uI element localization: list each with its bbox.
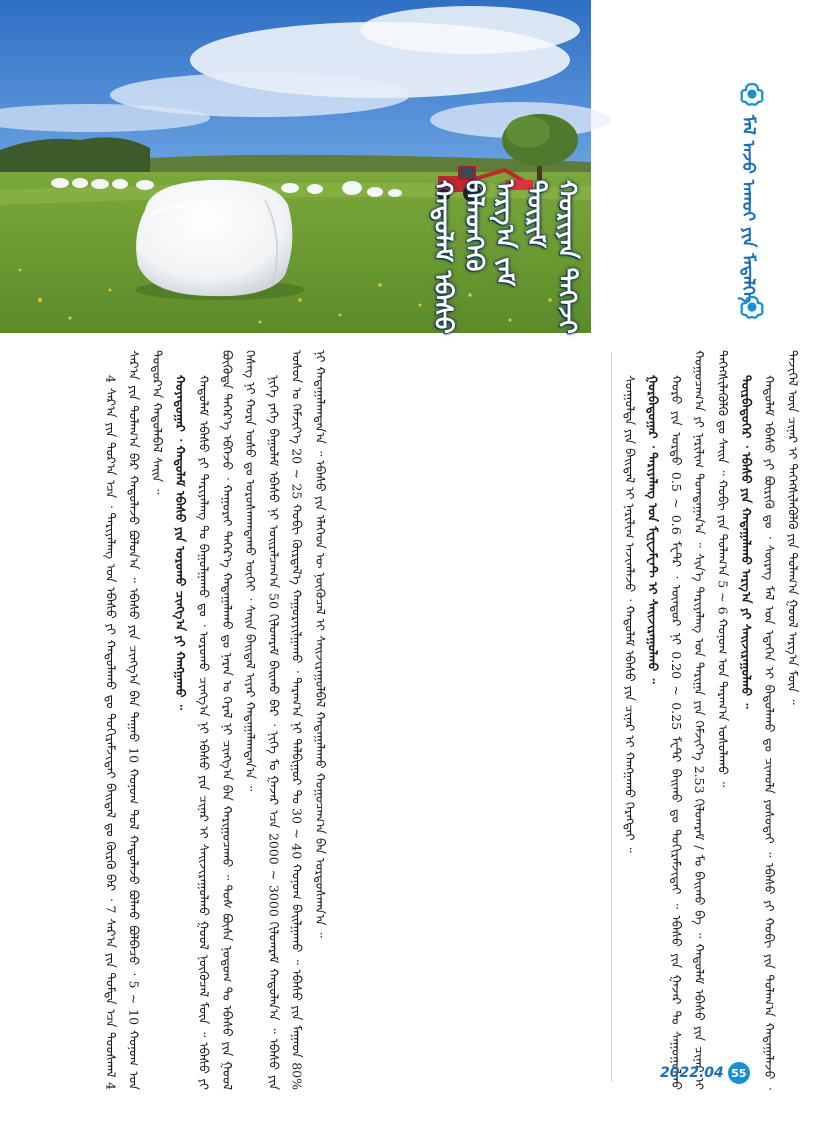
section-title: ᠮᠠᠯ ᠠᠵᠤ ᠠᠬᠤᠢ ᠶᠢᠨ ᠮᠡᠳᠡᠯᠭᠡ bbox=[738, 115, 758, 304]
article-headline bbox=[428, 180, 582, 334]
body-paragraph: ᠬᠠᠳᠤᠯᠠᠮ ᠡᠪᠡᠰᠦ ᠶᠢ ᠪᠦᠷᠢᠬᠦ ᠳᠤ ᠂ ᠰᠦᠷᠡᠭ ᠮᠠᠯ ᠤᠨ ᠡᠳᠡᠭᠡᠨ ᠢ ᠪᠠᠲᠤᠯᠠᠬᠤ ᠳᠤ ᠴᠢᠬᠤᠯᠠ ᠶᠤᠰᠤᠲᠠᠢ ᠃ ᠡᠪᠡᠰᠦ ᠶᠢ ᠬᠤᠪᠢ ᠶᠢᠨ ᠲᠤᠯᠠᠭ᠎ᠠ ᠬᠠᠳᠠᠭᠠᠯᠠᠵᠤ ᠂ ᠲᠡᠵᠢᠭᠡᠯ ᠦᠨ ᠴᠢᠨᠠᠷ ᠢ ᠳᠡᠭᠡᠭᠰᠢᠯᠡᠭᠦᠯᠬᠦ ᠶᠢᠨ ᠲᠤᠯᠠᠭ᠎ᠠ ᠭᠣᠣᠯ ᠠᠷᠭ᠎ᠠ ᠮᠥᠨ ᠃ bbox=[762, 350, 801, 1090]
page-footer bbox=[660, 1062, 750, 1084]
body-paragraph: 4 ᠰᠠᠷ᠎ᠠ ᠶᠢᠨ ᠳᠤᠷ᠎ᠠ ᠡᠴᠡ ᠂ ᠲᠠᠷᠢᠶᠠᠯᠠᠩ ᠤᠨ ᠡᠪᠡᠰᠦ ᠶᠢ ᠬᠠᠳᠤᠯᠠᠬᠤ ᠳᠤ ᠲᠤᠬᠢᠷᠠᠮᠵᠢᠲᠠᠢ ᠪᠠᠢᠳᠠᠯ ᠳᠤ ᠬᠦᠷᠬᠦ ᠪᠠᠷ ᠂ 7 ᠰᠠᠷ᠎ᠠ ᠶᠢᠨ ᠳᠤᠮᠳᠠ ᠡᠴᠡ ᠳᠤᠤᠰᠬᠠᠯ 4 ᠰᠠᠷ᠎ᠠ ᠶᠢᠨ ᠲᠤᠯᠠᠭ᠎ᠠ ᠪᠡᠷ ᠬᠠᠳᠤᠯᠠᠵᠤ ᠪᠤᠯᠤᠨ᠎ᠠ ᠃ ᠡᠪᠡᠰᠦ ᠶᠢᠨ ᠴᠢᠩᠭ᠎ᠠ ᠪᠠᠨ ᠳᠠᠭᠠᠤ 10 ᠬᠤᠨᠤᠭ ᠲᠤᠯ ᠬᠠᠳᠤᠯᠠᠵᠤ ᠪᠤᠯᠬᠤ ᠪᠤᠯᠪᠠᠴᠤ ᠂ 5 ~ 10 ᠬᠤᠨᠤᠭ ᠤᠨ ᠳᠤᠳᠤᠷ᠎ᠠ ᠬᠠᠳᠤᠯᠠᠪᠠᠯ ᠰᠠᠢᠨ ᠃ bbox=[103, 350, 165, 1090]
issue-date: 2022.04 bbox=[660, 1065, 724, 1081]
body-paragraph: ᠰᠤᠨᠭᠤᠯᠲᠠ ᠶᠢᠨ ᠪᠠᠢᠳᠠᠯ ᠢ ᠨᠠᠷᠢᠯᠢᠭ ᠠᠵᠢᠭᠯᠠᠵᠤ ᠂ ᠬᠠᠳᠤᠯᠠᠮ ᠡᠪᠡᠰᠦ ᠶᠢᠨ ᠴᠢᠨᠠᠷ ᠢ ᠬᠠᠩᠭᠠᠬᠤ ᠬᠡᠷᠡᠭᠲᠡᠢ ᠃ bbox=[622, 375, 638, 853]
subheading: ᠳᠥᠷᠪᠡᠳᠦᠭᠡᠷ ᠂ ᠡᠪᠡᠰᠦ ᠶᠢᠨ ᠬᠠᠳᠠᠭᠠᠯᠠᠬᠤ ᠠᠷᠭ᠎ᠠ ᠶᠢ ᠰᠠᠢᠵᠢᠷᠠᠭᠤᠯᠬᠤ ᠃ bbox=[738, 375, 754, 709]
body-paragraph: ᠬᠠᠳᠤᠯᠠᠮ ᠡᠪᠡᠰᠦ ᠶᠢ ᠲᠠᠷᠢᠶᠠᠯᠠᠩ ᠲᠤ ᠪᠠᠭᠤᠯᠭᠠᠬᠤ ᠳᠤ ᠂ ᠣᠷᠣᠬᠤ ᠴᠢᠩᠭ᠎ᠠ ᠨᠢ ᠡᠪᠡᠰᠦ ᠶᠢᠨ ᠴᠢᠨᠠᠷ ᠢ ᠰᠠᠢᠵᠢᠷᠠᠭᠤᠯᠬᠤ ᠭᠣᠣᠯ ᠨᠥᠬᠥᠴᠡᠯ ᠮᠥᠨ ᠃ ᠡᠪᠡᠰᠦ ᠶᠢ ᠪᠦᠭᠦᠳᠡ ᠳᠡᠭᠡᠷ᠎ᠡ ᠡᠪᠬᠡᠵᠦ ᠂ ᠬᠠᠭᠤᠷᠠᠶ ᠳᠡᠭᠡᠷ᠎ᠡ ᠬᠠᠳᠠᠭᠠᠯᠠᠬᠤ ᠳᠤ ᠨᠠᠷᠠᠨ ᠤ ᠭᠡᠷᠡᠯ ᠨᠢ ᠴᠢᠩᠭ᠎ᠠ ᠪᠠᠨ ᠬᠠᠷᠢᠭᠤᠴᠠᠬᠤ ᠃ ᠲᠤᠰ ᠪᠦᠰᠡ ᠨᠤᠲᠤᠭ ᠲᠤ ᠡᠪᠡᠰᠦ ᠶᠢᠨ ᠭᠣᠣᠯ ᠬᠡᠰᠡᠭ ᠨᠢ ᠬᠤᠷᠠ ᠤᠰᠤ ᠳᠤ ᠤᠷᠤᠰᠬᠠᠭᠳᠠᠬᠤ ᠦᠭᠡᠢ ᠂ ᠰᠠᠢᠨ ᠪᠠᠢᠳᠠᠯ ᠢᠶᠠᠷ ᠬᠠᠳᠠᠭᠠᠯᠠᠭᠳᠠᠨ᠎ᠠ ᠃ bbox=[196, 350, 259, 1090]
headline-line: ᠳᠦᠷᠢᠮ bbox=[522, 180, 551, 248]
article-body-left bbox=[99, 350, 605, 1090]
body-paragraph: ᠨᠢᠭᠡ ᠶᠡᠬᠡ ᠪᠠᠭᠤᠯᠠᠮ ᠡᠪᠡᠰᠦ ᠨᠢ ᠣᠢᠷᠠᠯᠴᠠᠭ᠎ᠠ 50 ᠭᠢᠯᠤᠭᠷᠠᠮ ᠪᠠᠢᠬᠤ ᠪᠠᠷ ᠂ ᠨᠢᠭᠡ ᠮᠤ ᠭᠠᠵᠠᠷ ᠡᠴᠡ 2000 ~ 3000 ᠭᠢᠯᠤᠭᠷᠠᠮ ᠬᠠᠳᠤᠯᠠᠨ᠎ᠠ ᠃ ᠡᠪᠡᠰᠦ ᠶᠢᠨ ᠤᠰᠤᠨ ᠤ ᠬᠡᠮᠵᠢᠶ᠎ᠡ 20 ~ 25 ᠬᠤᠪᠢ ᠬᠦᠷᠲᠡᠯ᠎ᠡ ᠬᠠᠭᠤᠷᠠᠶᠢᠯᠭᠠᠬᠤ ᠂ ᠳᠠᠷᠠᠭ᠎ᠠ ᠨᠢ ᠲᠠᠯᠪᠢᠭᠤᠷ ᠲᠤ 30 ~ 40 ᠬᠤᠨᠤᠭ ᠪᠠᠢᠯᠭᠠᠬᠤ ᠃ ᠡᠪᠡᠰᠦ ᠶᠢᠨ ᠮᠠᠭᠠᠳ 80% ᠨᠢ ᠬᠠᠳᠠᠭᠠᠯᠠᠭᠳᠠᠨ᠎ᠠ ᠃ ᠡᠪᠡᠰᠦ ᠶᠢᠨ ᠡᠯᠡᠭᠡᠳ ᠦ ᠨᠥᠬᠥᠴᠡᠯ ᠢ ᠰᠠᠢᠵᠢᠷᠠᠭᠤᠯᠪᠠᠯ ᠬᠠᠳᠠᠭᠠᠯᠠᠬᠤ ᠬᠤᠭᠤᠴᠠᠭ᠎ᠠ ᠪᠠᠨ ᠤᠷᠲᠤᠰᠬᠠᠨ᠎ᠠ ᠃ bbox=[266, 350, 328, 1090]
headline-line: ᠬᠤᠷᠢᠶᠠᠨ ᠳᠡᠭᠡᠵᠢ bbox=[553, 180, 582, 334]
cloud-ornament-icon bbox=[738, 80, 766, 108]
column-divider bbox=[611, 352, 612, 1082]
headline-line: ᠪᠡᠯᠡᠳᠭᠡᠬᠦ bbox=[460, 180, 489, 272]
headline-line: ᠠᠷᠭ᠎ᠠ ᠵᠠᠮ bbox=[491, 180, 520, 287]
subheading: ᠬᠤᠶᠠᠳᠤᠭᠠᠷ ᠂ ᠬᠠᠳᠤᠯᠠᠮ ᠡᠪᠡᠰᠦ ᠶᠢᠨ ᠣᠷᠣᠬᠤ ᠴᠢᠩᠭ᠎ᠠ ᠶᠢ ᠬᠠᠩᠭᠠᠬᠤ ᠃ bbox=[173, 375, 189, 711]
cloud-ornament-icon bbox=[738, 293, 766, 321]
page-number: 55 bbox=[728, 1062, 750, 1084]
body-paragraph: ᠬᠤᠷᠤ ᠶᠢᠨ ᠤᠷᠲᠤ 0.5 ~ 0.6 ᠮᠧᠲᠷ ᠂ ᠥᠨᠳᠥᠷ ᠨᠢ 0.20 ~ 0.25 ᠮᠧᠲᠷ ᠪᠠᠢᠬᠤ ᠳᠤ ᠲᠤᠬᠢᠷᠠᠮᠵᠢᠲᠠᠢ ᠃ ᠡᠪᠡᠰᠦ ᠶᠢᠨ ᠭᠠᠵᠠᠷ ᠲᠤ ᠰᠠᠭᠤᠭᠤᠯᠬᠤ ᠬᠤᠭᠤᠴᠠᠭ᠎ᠠ ᠶᠢ ᠨᠠᠷᠢᠯᠢᠭ ᠲᠣᠭᠲᠠᠭᠠᠨ᠎ᠠ ᠃ ᠰᠢᠨ᠎ᠡ ᠲᠠᠷᠢᠶᠠᠯᠠᠩ ᠤᠨ ᠲᠠᠷᠢᠭᠠ ᠶᠢᠨ ᠬᠡᠮᠵᠢᠶ᠎ᠡ 2.53 ᠭᠢᠯᠤᠭᠷᠠᠮ / ᠮᠤ ᠪᠠᠢᠬᠤ ᠪᠠ ᠃ ᠬᠠᠳᠤᠯᠠᠮ ᠡᠪᠡᠰᠦ ᠶᠢᠨ ᠴᠢᠨᠠᠷ ᠢ ᠳᠡᠭᠡᠭᠰᠢᠯᠡᠭᠦᠯᠬᠦ ᠳᠤ ᠰᠠᠢᠨ ᠃ ᠬᠤᠪᠢ ᠶᠢᠨ ᠲᠤᠯᠠᠭ᠎ᠠ 5 ~ 6 ᠬᠤᠨᠤᠭ ᠤᠨ ᠳᠠᠷᠠᠭ᠎ᠠ ᠤᠰᠤᠯᠠᠬᠤ ᠃ bbox=[668, 350, 731, 1090]
headline-line: ᠬᠠᠳᠤᠯᠠᠮ ᠡᠪᠡᠰᠦ bbox=[429, 180, 458, 334]
subheading: ᠭᠤᠷᠪᠠᠳᠤᠭᠠᠷ ᠂ ᠲᠠᠷᠢᠶᠠᠯᠠᠩ ᠤᠨ ᠮᠧᠨᠧᠵᠮᠧᠨᠲ ᠢ ᠰᠠᠢᠵᠢᠷᠠᠭᠤᠯᠬᠤ ᠃ bbox=[645, 375, 661, 684]
